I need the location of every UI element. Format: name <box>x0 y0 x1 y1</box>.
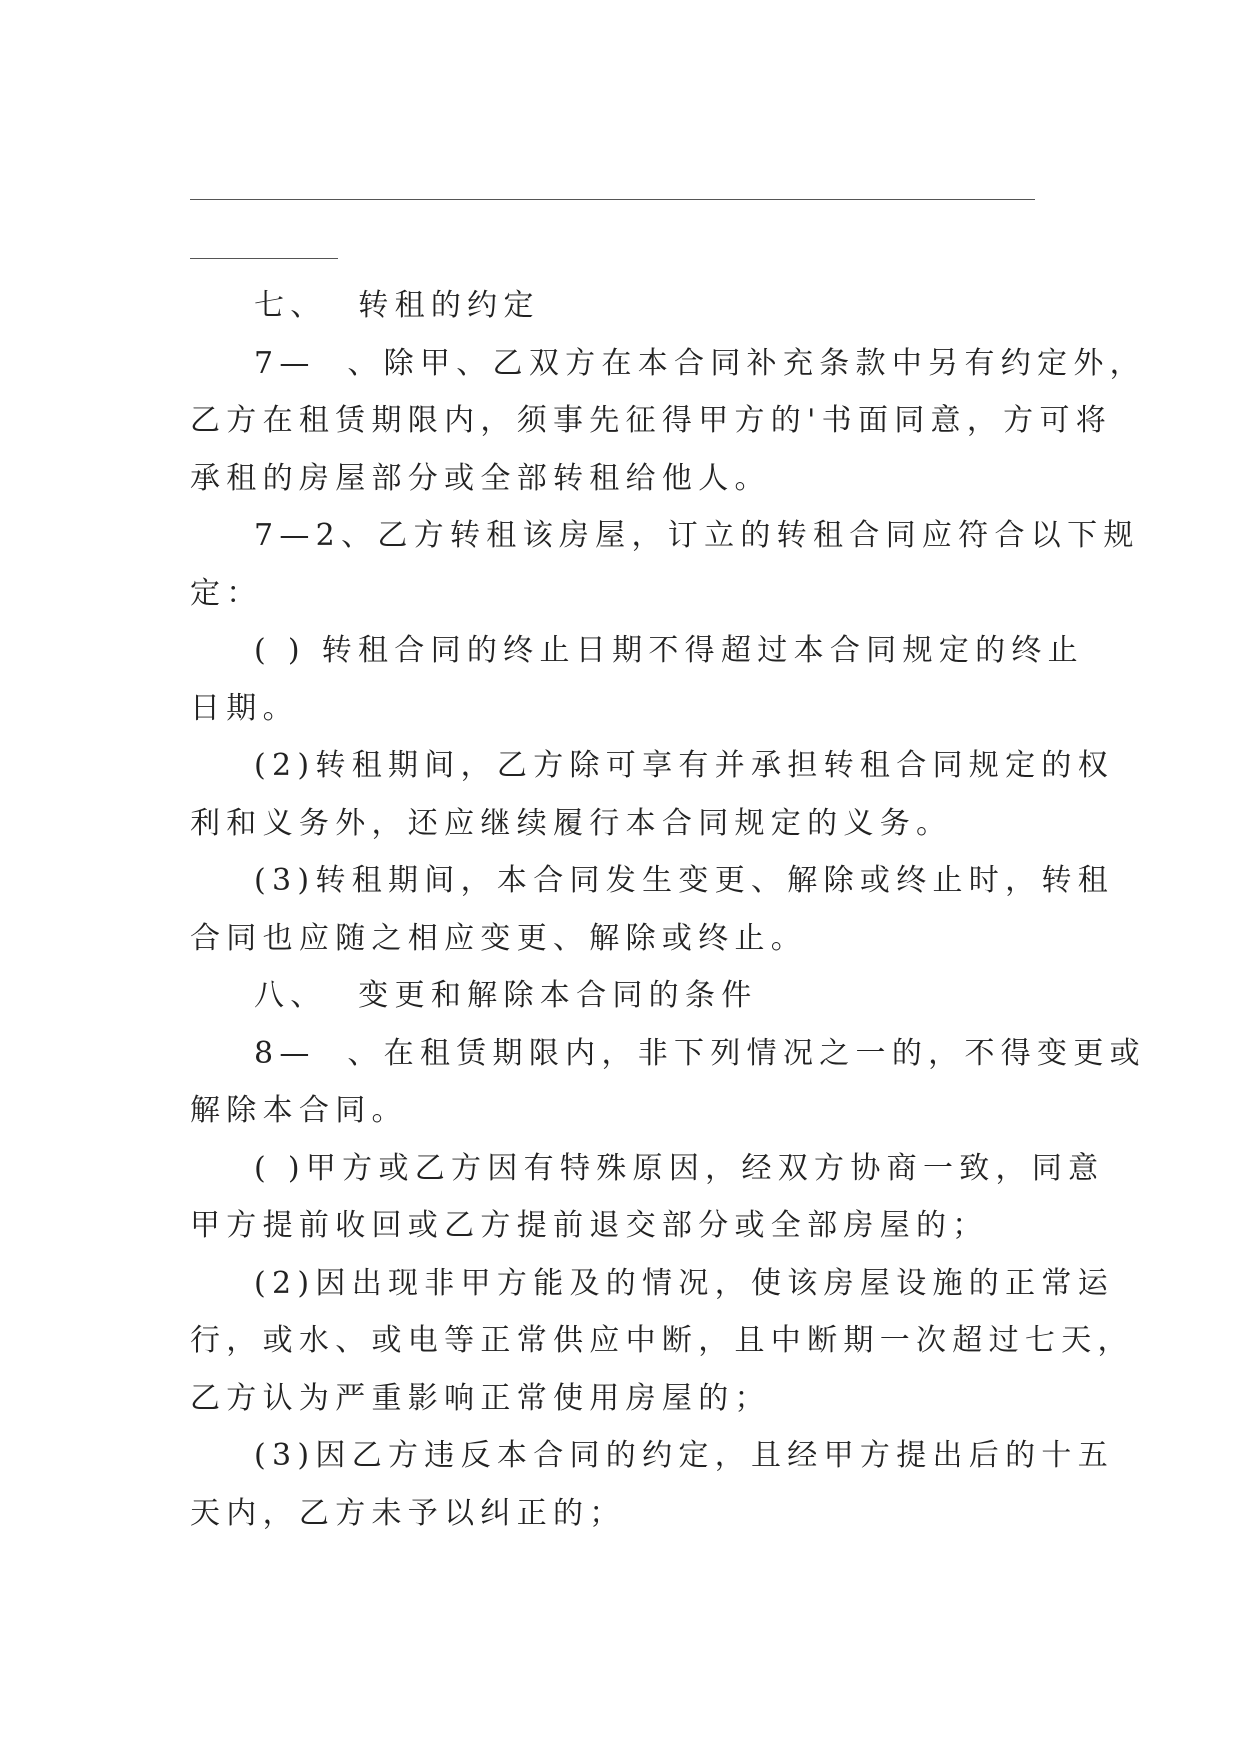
paragraph-line: 合同也应随之相应变更、解除或终止。 <box>190 920 808 956</box>
paragraph-line: (2)转租期间，乙方除可享有并承担转租合同规定的权 <box>254 748 1114 783</box>
paragraph-line: 利和义务外，还应继续履行本合同规定的义务。 <box>190 805 953 841</box>
paragraph-line: 解除本合同。 <box>190 1093 408 1128</box>
paragraph-line: 乙方认为严重影响正常使用房屋的； <box>190 1380 771 1416</box>
paragraph-line: 乙方在租赁期限内，须事先征得甲方的'书面同意，方可将 <box>190 403 1113 438</box>
paragraph-line: (3)转租期间，本合同发生变更、解除或终止时，转租 <box>254 863 1114 898</box>
section-heading-7: 七、 转租的约定 <box>254 288 540 323</box>
paragraph-line: 定： <box>190 575 263 611</box>
paragraph-line: ( ) 转租合同的终止日期不得超过本合同规定的终止 <box>254 633 1084 668</box>
paragraph-line: 7— 、除甲、乙双方在本合同补充条款中另有约定外， <box>254 345 1146 381</box>
blank-fill-line-short <box>190 258 338 259</box>
paragraph-line: 天内，乙方未予以纠正的； <box>190 1495 626 1531</box>
paragraph-line: 日期。 <box>190 690 299 726</box>
blank-fill-line <box>190 199 1035 200</box>
document-body <box>190 277 1146 1542</box>
paragraph-line: (2)因出现非甲方能及的情况，使该房屋设施的正常运 <box>254 1265 1114 1301</box>
paragraph-line: 7—2、乙方转租该房屋，订立的转租合同应符合以下规 <box>254 518 1140 553</box>
paragraph-line: 甲方提前收回或乙方提前退交部分或全部房屋的； <box>190 1208 989 1243</box>
paragraph-line: 行，或水、或电等正常供应中断，且中断期一次超过七天， <box>190 1323 1134 1358</box>
paragraph-line: 承租的房屋部分或全部转租给他人。 <box>190 460 771 496</box>
paragraph-line: (3)因乙方违反本合同的约定，且经甲方提出后的十五 <box>254 1438 1114 1473</box>
paragraph-line: ( )甲方或乙方因有特殊原因，经双方协商一致，同意 <box>254 1150 1105 1186</box>
section-heading-8: 八、 变更和解除本合同的条件 <box>254 978 758 1013</box>
paragraph-line: 8— 、在租赁期限内，非下列情况之一的，不得变更或 <box>254 1035 1146 1071</box>
